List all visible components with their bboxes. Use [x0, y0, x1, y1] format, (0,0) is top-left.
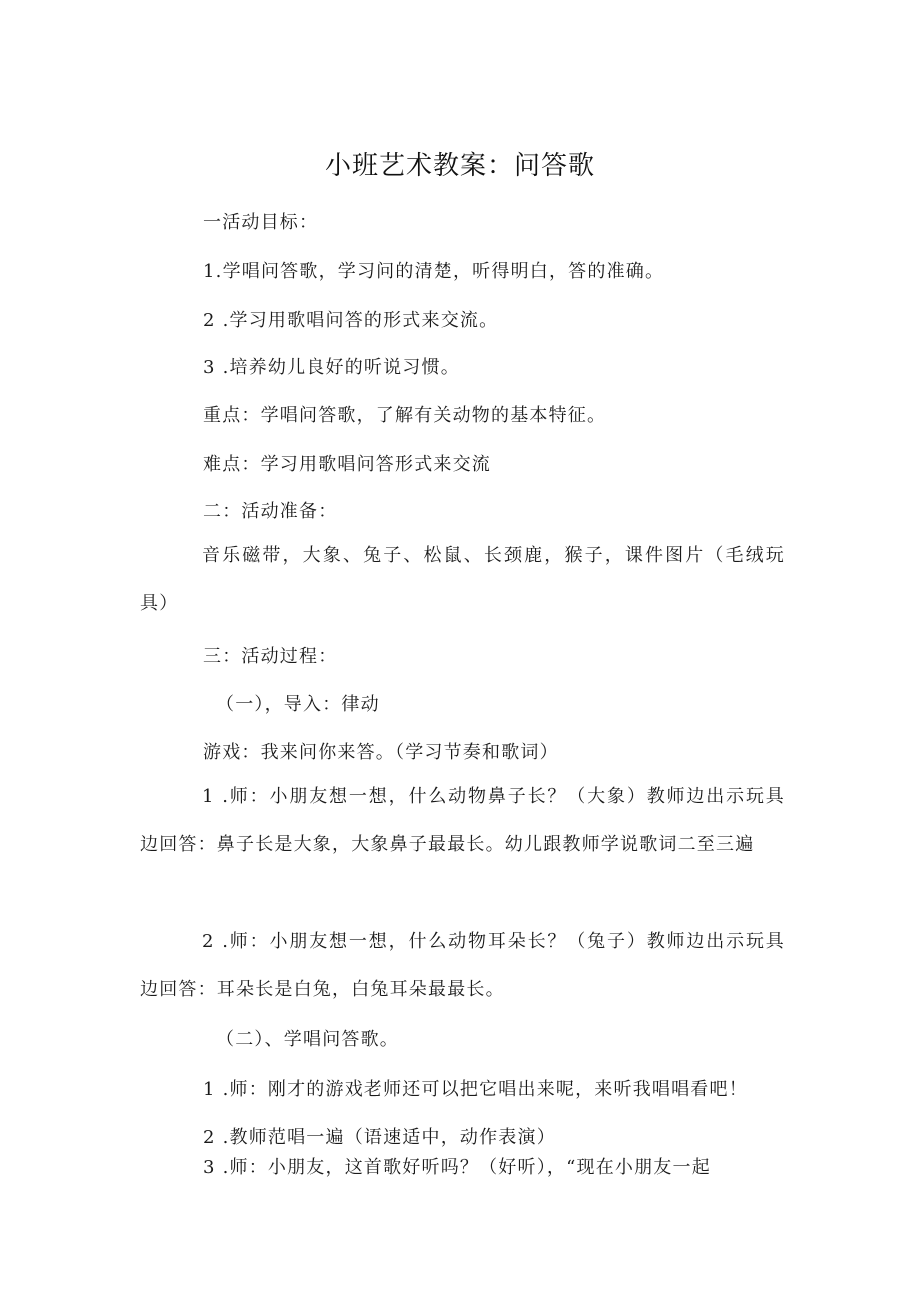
part2-heading: （二）、学唱问答歌。 [216, 1029, 399, 1050]
sing-step-3: 3 .师：小朋友，这首歌好听吗？（好听），“现在小朋友一起 [203, 1157, 711, 1178]
sing-step-2: 2 .教师范唱一遍（语速适中，动作表演） [203, 1127, 556, 1148]
game-description: 游戏：我来问你来答。（学习节奏和歌词） [203, 742, 559, 763]
document-title: 小班艺术教案：问答歌 [324, 151, 595, 181]
preparation-heading: 二：活动准备： [203, 501, 338, 522]
goal-item-2: 2 .学习用歌唱问答的形式来交流。 [203, 310, 499, 331]
goal-item-1: 1.学唱问答歌，学习问的清楚，听得明白，答的准确。 [203, 261, 665, 282]
goals-heading: 一活动目标： [203, 212, 319, 233]
part1-heading: （一），导入：律动 [216, 694, 380, 715]
preparation-text: 音乐磁带，大象、兔子、松鼠、长颈鹿，猴子，课件图片（毛绒玩具） [140, 545, 785, 614]
key-point: 重点：学唱问答歌，了解有关动物的基本特征。 [203, 405, 607, 426]
goal-item-3: 3 .培养幼儿良好的听说习惯。 [203, 357, 460, 378]
difficulty-point: 难点：学习用歌唱问答形式来交流 [203, 454, 491, 475]
step-1-paragraph: 1 .师：小朋友想一想，什么动物鼻子长？（大象）教师边出示玩具边回答：鼻子长是大象，大象鼻子最最长。幼儿跟教师学说歌词二至三遍 [140, 786, 785, 855]
process-heading: 三：活动过程： [203, 646, 338, 667]
step-2-paragraph: 2 .师：小朋友想一想，什么动物耳朵长？（兔子）教师边出示玩具边回答：耳朵长是白兔，白兔耳朵最最长。 [140, 931, 785, 1000]
sing-step-1: 1 .师：刚才的游戏老师还可以把它唱出来呢，来听我唱唱看吧！ [203, 1079, 748, 1100]
